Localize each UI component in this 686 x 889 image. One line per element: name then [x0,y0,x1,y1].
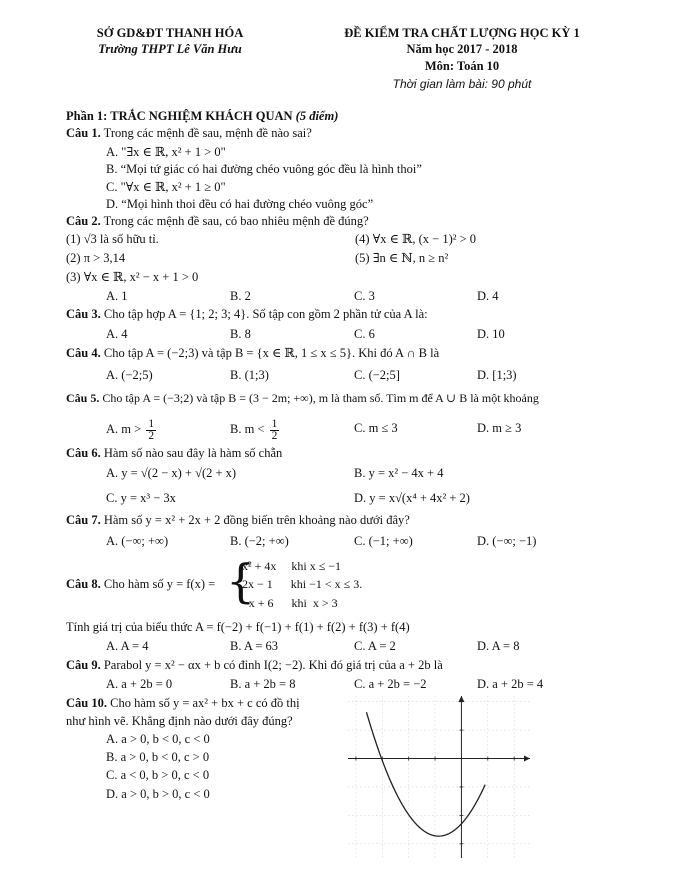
q8-case-3: −x + 6 khi x > 3 [242,596,338,610]
q10-option-c: C. a < 0, b > 0, c < 0 [106,768,210,782]
q9-option-a: A. a + 2b = 0 [106,677,173,691]
q6-option-b: B. y = x² − 4x + 4 [354,466,444,480]
q3-stem [66,307,428,322]
q1-option-d: D. “Mọi hình thoi đều có hai đường chéo vuông góc” [106,197,374,211]
q8-option-a: A. A = 4 [106,639,149,653]
q6-text: Hàm số nào sau đây là hàm số chẵn [103,446,283,460]
q8-option-b: B. A = 63 [230,639,279,653]
q8-label: Câu 8. [66,577,101,591]
graph-parabola [366,712,485,836]
q1-option-b: B. “Mọi tứ giác có hai đường chéo vuông góc đều là hình thoi” [106,162,422,176]
q2-option-c: C. 3 [354,289,375,303]
q2-text: Trong các mệnh đề sau, có bao nhiêu mệnh đề đúng? [103,214,369,228]
q5-option-b [230,414,281,444]
q3-option-d: D. 10 [477,327,505,341]
q5-b-num: 1 [271,417,278,430]
q2-statement-3: (3) ∀x ∈ ℝ, x² − x + 1 > 0 [66,270,199,284]
q3-text: Cho tập hợp A = {1; 2; 3; 4}. Số tập con gồm 2 phần tử của A là: [103,307,428,321]
graph-x-arrow [524,756,530,762]
q2-option-a: A. 1 [106,289,128,303]
part1-title: Phần 1: TRẮC NGHIỆM KHÁCH QUAN [66,109,293,123]
header-dept: SỞ GD&ĐT THANH HÓA [96,26,244,40]
q1-text: Trong các mệnh đề sau, mệnh đề nào sai? [103,126,312,140]
q5-text: Cho tập A = (−3;2) và tập B = (3 − 2m; +∞), m là tham số. Tìm m để A ∪ B là một khoảng [102,391,539,405]
q7-option-c: C. (−1; +∞) [354,534,413,548]
q5-a-num: 1 [148,417,155,430]
q7-stem [66,513,410,528]
q1-option-c: C. "∀x ∈ ℝ, x² + 1 ≥ 0" [106,180,226,194]
q4-option-a: A. (−2;5) [106,368,153,382]
header-year: Năm học 2017 - 2018 [406,42,518,56]
q2-statement-1: (1) √3 là số hữu tỉ. [66,232,159,246]
q5-option-c: C. m ≤ 3 [354,421,398,435]
q6-label: Câu 6. [66,446,101,460]
q2-option-b: B. 2 [230,289,251,303]
graph-y-arrow [458,696,464,702]
part1-heading [66,109,338,124]
q3-option-c: C. 6 [354,327,375,341]
q5-a-den: 2 [148,429,155,442]
q4-label: Câu 4. [66,346,101,360]
q1-stem [66,126,312,141]
q4-stem [66,346,439,361]
q5-b-den: 2 [271,429,278,442]
q9-label: Câu 9. [66,658,101,672]
q10-stem [66,696,300,711]
q8-brace: { [226,554,256,608]
q8-text: Cho hàm số y = f(x) = [103,577,216,591]
q5-stem [66,391,539,406]
q9-text: Parabol y = x² − αx + b có đỉnh I(2; −2). Khi đó giá trị của a + 2b là [103,658,443,672]
q5-option-b-fraction [270,419,280,442]
q7-option-a: A. (−∞; +∞) [106,534,169,548]
q10-text-2: như hình vẽ. Khẳng định nào dưới đây đúng? [66,714,293,728]
q10-option-d: D. a > 0, b > 0, c < 0 [106,787,210,801]
q2-statement-5: (5) ∃n ∈ ℕ, n ≥ n² [355,251,449,265]
q3-label: Câu 3. [66,307,101,321]
q5-option-b-text: B. m < [230,422,265,436]
graph-grid [348,696,530,858]
q9-stem [66,658,443,673]
q10-label: Câu 10. [66,696,107,710]
q7-option-d: D. (−∞; −1) [477,534,537,548]
q5-option-d: D. m ≥ 3 [477,421,522,435]
q4-option-d: D. [1;3) [477,368,517,382]
q7-option-b: B. (−2; +∞) [230,534,289,548]
header-time: Thời gian làm bài: 90 phút [392,77,532,91]
q2-statement-2: (2) π > 3,14 [66,251,126,265]
q6-option-d: D. y = x√(x⁴ + 4x² + 2) [354,491,470,505]
header-subject: Môn: Toán 10 [424,59,500,73]
q10-graph [344,692,534,862]
q8-stem [66,577,215,592]
q5-option-a-text: A. m > [106,422,142,436]
q5-option-a [106,414,158,444]
q6-option-c: C. y = x³ − 3x [106,491,176,505]
part1-points: (5 điểm) [295,109,339,123]
q8-case-2: 2x − 1 khi −1 < x ≤ 3. [242,577,363,591]
q5-option-a-fraction [146,419,156,442]
q7-text: Hàm số y = x² + 2x + 2 đồng biến trên khoảng nào dưới đây? [103,513,410,527]
q6-stem [66,446,282,461]
q8-case-1: x² + 4x khi x ≤ −1 [242,559,342,573]
q3-option-a: A. 4 [106,327,128,341]
q8-question: Tính giá trị của biểu thức A = f(−2) + f(−1) + f(1) + f(2) + f(3) + f(4) [66,620,410,634]
q2-label: Câu 2. [66,214,101,228]
q6-option-a: A. y = √(2 − x) + √(2 + x) [106,466,237,480]
header-school: Trường THPT Lê Văn Hưu [98,42,242,56]
q10-text-1: Cho hàm số y = ax² + bx + c có đồ thị [110,696,300,710]
header-exam-title: ĐỀ KIỂM TRA CHẤT LƯỢNG HỌC KỲ 1 [344,26,580,40]
q9-option-c: C. a + 2b = −2 [354,677,427,691]
q4-text: Cho tập A = (−2;3) và tập B = {x ∈ ℝ, 1 ≤ x ≤ 5}. Khi đó A ∩ B là [103,346,440,360]
q2-statement-4: (4) ∀x ∈ ℝ, (x − 1)² > 0 [355,232,477,246]
q10-option-b: B. a > 0, b < 0, c > 0 [106,750,210,764]
q1-option-a: A. "∃x ∈ ℝ, x² + 1 > 0" [106,145,226,159]
q5-label: Câu 5. [66,391,100,405]
q2-stem [66,214,369,229]
q10-option-a: A. a > 0, b < 0, c < 0 [106,732,210,746]
q4-option-b: B. (1;3) [230,368,269,382]
q8-option-d: D. A = 8 [477,639,520,653]
q4-option-c: C. (−2;5] [354,368,400,382]
q8-option-c: C. A = 2 [354,639,396,653]
q7-label: Câu 7. [66,513,101,527]
q3-option-b: B. 8 [230,327,251,341]
q1-label: Câu 1. [66,126,101,140]
q9-option-d: D. a + 2b = 4 [477,677,544,691]
q9-option-b: B. a + 2b = 8 [230,677,296,691]
q2-option-d: D. 4 [477,289,499,303]
